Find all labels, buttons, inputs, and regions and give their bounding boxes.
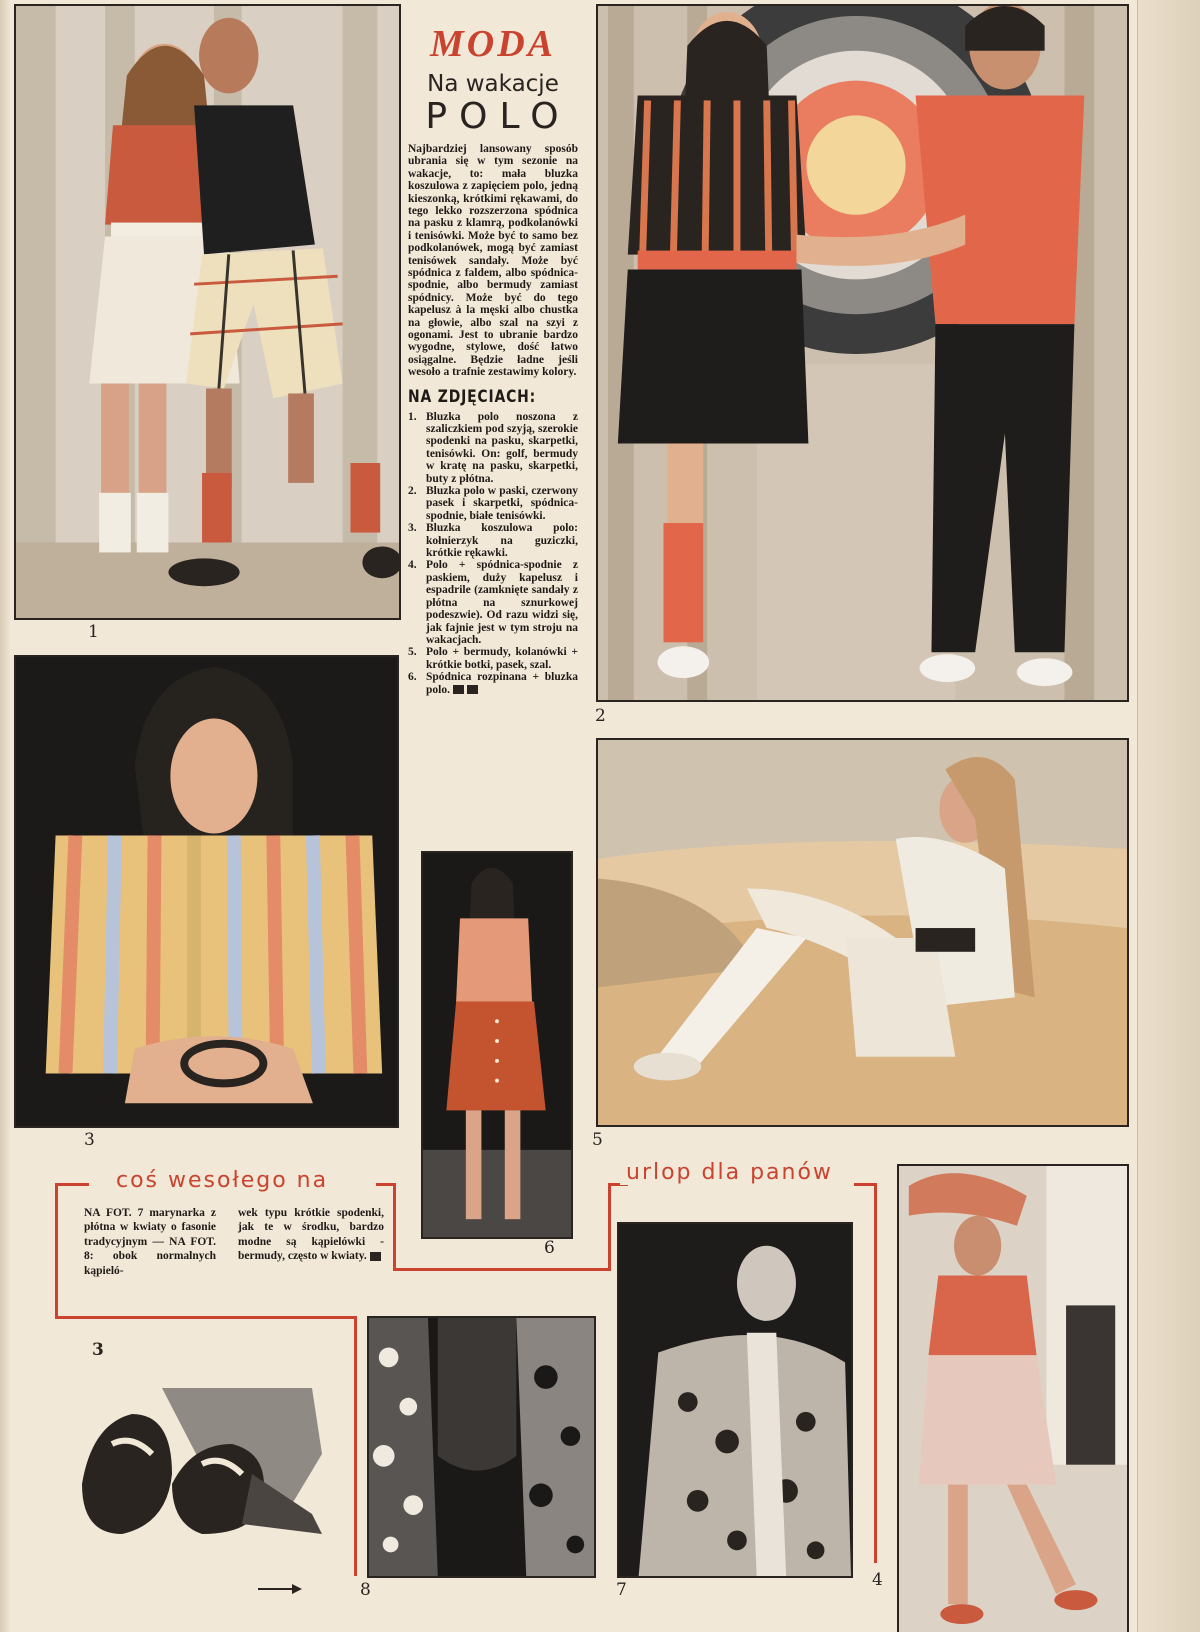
illustration-number-3: 3 [92,1340,104,1360]
photo-list-heading: NA ZDJĘCIACH: [408,386,537,407]
illustration-sketch [72,1384,328,1540]
photo-list [408,411,578,696]
end-mark [453,685,464,694]
article-title: POLO [425,96,571,138]
list-item: 4. Polo + spódnica-spodnie z paskiem, duży kapelusz i espadrile (zamknięte sandały z płótna na sznurkowej podeszwie). Od razu widzi się, jak fajnie jest w tym stroju na wakacjach. [408,559,578,646]
red-frame-line [55,1316,357,1319]
red-frame-line [55,1183,89,1186]
photo-number-3: 3 [84,1130,95,1150]
photo-2-couple-target [596,4,1129,702]
page-left-edge [0,0,10,1632]
photo-4-hat [897,1164,1129,1632]
caption-column-2: wek typu krótkie spodenki, jak te w środku, bardzo modne są kąpielówki - bermudy, często w kwiaty. [238,1207,384,1263]
photo-8-swim-trunks [367,1316,596,1578]
page-right-edge [1137,0,1200,1632]
photo-1-couple [14,4,401,620]
photo-5-beach [596,738,1129,1127]
photo-3-striped-shirt [14,655,399,1128]
red-frame-line [393,1268,611,1271]
photo-number-5: 5 [592,1130,603,1150]
feature-title-left: coś wesołego na [110,1168,334,1193]
list-item: 2. Bluzka polo w paski, czerwony pasek i skarpetki, spódnica-spodnie, białe tenisówki. [408,485,578,522]
red-frame-line [608,1183,611,1271]
feature-title-right: urlop dla panów [620,1160,839,1185]
list-item: 5. Polo + bermudy, kolanówki + krótkie botki, pasek, szal. [408,646,578,671]
photo-number-8: 8 [360,1580,371,1600]
red-frame-line [854,1183,876,1186]
photo-7-floral-jacket [617,1222,853,1578]
article-subtitle: Na wakacje [427,71,559,97]
arrow-icon [258,1580,302,1592]
section-heading: MODA [429,23,557,65]
article-text-column [404,10,582,696]
caption-column-1: NA FOT. 7 marynarka z płótna w kwiaty o fasonie tradycyjnym — NA FOT. 8: obok normalnych kąpieló- [84,1207,216,1277]
photo-number-7: 7 [616,1580,627,1600]
list-item: 6. Spódnica rozpinana + bluzka polo. [408,671,578,696]
red-frame-line [354,1316,357,1576]
end-mark [370,1252,381,1261]
photo-6-red-skirt [421,851,573,1239]
photo-number-6: 6 [544,1238,555,1258]
red-frame-line [874,1183,877,1563]
list-item: 3. Bluzka koszulowa polo: kołnierzyk na guziczki, krótkie rękawki. [408,522,578,560]
red-frame-line [393,1183,396,1268]
photo-number-2: 2 [595,706,606,726]
article-intro: Najbardziej lansowany sposób ubrania się w tym sezonie na wakacje, to: mała bluzka koszulowa z zapięciem polo, jedną kieszonką, krótkimi rękawami, do tego lekko rozszerzona spódnica na pasku z klamrą, podkolanówki i tenisówki. Może być to samo bez podkolanówek, mogą być zamiast tenisówek sandały. Może być spódnica z faldem, albo spódnica-spodnie, albo bermudy zamiast spódnicy. Może być do tego kapelusz à la męski albo chustka na głowie, albo szal na szyi z ogonami. Jest to ubranie bardzo wygodne, stylowe, dość łatwo osiągalne. Będzie ładne jeśli wesoło a trafnie zestawimy kolory. [408,142,578,379]
photo-number-4: 4 [872,1570,883,1590]
end-mark [467,685,478,694]
photo-number-1: 1 [88,622,99,642]
red-frame-line [55,1183,58,1318]
list-item: 1. Bluzka polo noszona z szaliczkiem pod szyją, szerokie spodenki na pasku, skarpetki, tenisówki. On: golf, bermudy w kratę na pasku, skarpetki, buty z płótna. [408,410,578,485]
